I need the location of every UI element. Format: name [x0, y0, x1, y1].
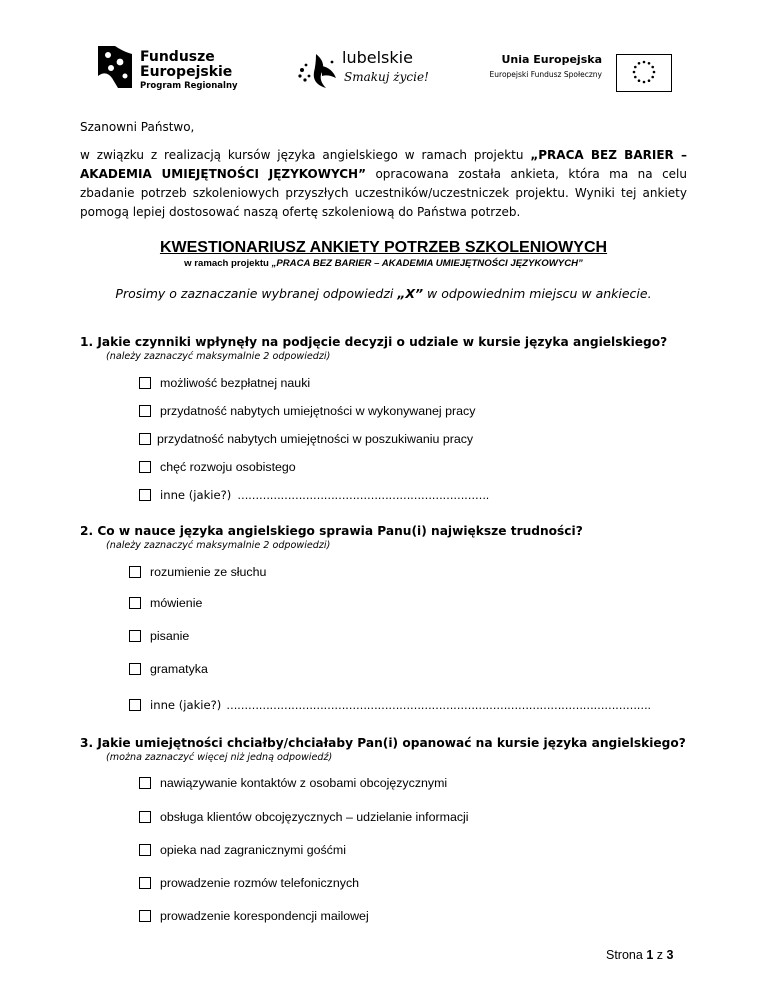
- survey-title: KWESTIONARIUSZ ANKIETY POTRZEB SZKOLENIOWYCH: [159, 239, 608, 256]
- option-label: obsługa klientów obcojęzycznych – udzielanie informacji: [160, 810, 469, 824]
- option-label: pisanie: [150, 629, 190, 643]
- intro-before: w związku z realizacją kursów języka angielskiego w ramach projektu: [80, 148, 531, 162]
- checkbox[interactable]: [139, 877, 151, 889]
- checkbox[interactable]: [139, 844, 151, 856]
- question-1-heading: 1. Jakie czynniki wpłynęły na podjęcie decyzji o udziale w kursie języka angielskiego?: [80, 335, 668, 349]
- page-word: Strona: [606, 948, 643, 962]
- subtitle-project: „PRACA BEZ BARIER – AKADEMIA UMIEJĘTNOŚCI JĘZYKOWYCH”: [271, 258, 583, 269]
- page-number: [606, 948, 673, 962]
- q1-option-3[interactable]: [139, 432, 473, 446]
- instruction-after: w odpowiednim miejscu w ankiecie.: [423, 286, 652, 301]
- q3-option-5[interactable]: [139, 909, 369, 923]
- logo-bar: [0, 40, 768, 100]
- q2-option-5[interactable]: [129, 698, 651, 712]
- option-label: gramatyka: [150, 662, 208, 676]
- checkbox[interactable]: [129, 630, 141, 642]
- q1-option-4[interactable]: [139, 460, 296, 474]
- checkbox[interactable]: [129, 663, 141, 675]
- option-label: rozumienie ze słuchu: [150, 565, 267, 579]
- option-label: mówienie: [150, 596, 203, 610]
- lubelskie-emblem-icon: [296, 52, 340, 92]
- q1-option-2[interactable]: [139, 404, 475, 418]
- lubelskie-word: lubelskie: [342, 48, 413, 67]
- option-label: przydatność nabytych umiejętności w wykonywanej pracy: [160, 404, 476, 418]
- lubelskie-slogan: Smakuj życie!: [344, 70, 429, 84]
- ue-line-2: Europejski Fundusz Społeczny: [489, 70, 602, 79]
- question-1-note: (należy zaznaczyć maksymalnie 2 odpowiedzi): [106, 351, 331, 362]
- page-total: 3: [666, 948, 674, 962]
- fundusze-europejskie-emblem-icon: [98, 46, 132, 88]
- fe-line-1: Fundusze: [140, 49, 215, 65]
- intro-project-name: „PRACA BEZ BARIER – AKADEMIA UMIEJĘTNOŚCI JĘZYKOWYCH”: [80, 148, 687, 181]
- checkbox[interactable]: [139, 910, 151, 922]
- checkbox[interactable]: [139, 489, 151, 501]
- option-label: prowadzenie rozmów telefonicznych: [160, 876, 360, 890]
- survey-instruction: [80, 286, 687, 301]
- page-separator: z: [656, 948, 664, 962]
- option-label: prowadzenie korespondencji mailowej: [160, 909, 369, 923]
- fe-line-2: Europejskie: [140, 64, 233, 80]
- q3-option-1[interactable]: [139, 776, 447, 790]
- instruction-mark: „X”: [397, 286, 424, 301]
- page-current: 1: [646, 948, 654, 962]
- greeting: Szanowni Państwo,: [80, 120, 195, 134]
- subtitle-prefix: w ramach projektu: [184, 258, 272, 269]
- q2-option-1[interactable]: [129, 565, 266, 579]
- question-2-heading: 2. Co w nauce języka angielskiego sprawia Panu(i) największe trudności?: [80, 524, 583, 538]
- q1-option-1[interactable]: [139, 376, 310, 390]
- option-label: możliwość bezpłatnej nauki: [160, 376, 311, 390]
- q3-option-3[interactable]: [139, 843, 346, 857]
- option-label: chęć rozwoju osobistego: [160, 460, 296, 474]
- intro-after: opracowana została ankieta, która ma na celu zbadanie potrzeb szkoleniowych przyszłych uczestników/uczestniczek projektu. Wyniki tej ankiety pomogą lepiej dostosować naszą ofertę szkoleniową do Państwa potrzeb.: [80, 167, 688, 219]
- lubelskie-logo: [296, 48, 436, 96]
- option-label: opieka nad zagranicznymi gośćmi: [160, 843, 346, 857]
- checkbox[interactable]: [129, 566, 141, 578]
- option-label: nawiązywanie kontaktów z osobami obcojęzycznymi: [160, 776, 448, 790]
- q2-option-4[interactable]: [129, 662, 208, 676]
- unia-europejska-logo: [476, 52, 696, 92]
- checkbox[interactable]: [139, 405, 151, 417]
- intro-paragraph: [80, 146, 687, 222]
- option-label: przydatność nabytych umiejętności w poszukiwaniu pracy: [157, 432, 474, 446]
- question-3-note: (można zaznaczyć więcej niż jedną odpowiedź): [106, 752, 333, 763]
- other-answer-line[interactable]: ……………………………………………………………………………………………………….: [226, 698, 651, 712]
- checkbox[interactable]: [139, 461, 151, 473]
- checkbox[interactable]: [129, 597, 141, 609]
- checkbox[interactable]: [139, 377, 151, 389]
- eu-flag-icon: [616, 54, 672, 92]
- q3-option-4[interactable]: [139, 876, 359, 890]
- instruction-before: Prosimy o zaznaczanie wybranej odpowiedzi: [115, 286, 398, 301]
- ue-line-1: Unia Europejska: [501, 53, 602, 66]
- q3-option-2[interactable]: [139, 810, 469, 824]
- survey-subtitle: [80, 258, 687, 269]
- checkbox[interactable]: [139, 811, 151, 823]
- option-label: inne (jakie?): [160, 488, 232, 502]
- q1-option-5[interactable]: [139, 488, 489, 502]
- checkbox[interactable]: [139, 433, 151, 445]
- other-answer-line[interactable]: …………………………………………………………….: [237, 488, 490, 502]
- q2-option-3[interactable]: [129, 629, 189, 643]
- checkbox[interactable]: [139, 777, 151, 789]
- option-label: inne (jakie?): [150, 698, 222, 712]
- question-2-note: (należy zaznaczyć maksymalnie 2 odpowiedzi): [106, 540, 331, 551]
- q2-option-2[interactable]: [129, 596, 202, 610]
- checkbox[interactable]: [129, 699, 141, 711]
- question-3-heading: 3. Jakie umiejętności chciałby/chciałaby Pan(i) opanować na kursie języka angielskiego?: [80, 736, 686, 750]
- fe-line-3: Program Regionalny: [140, 81, 238, 91]
